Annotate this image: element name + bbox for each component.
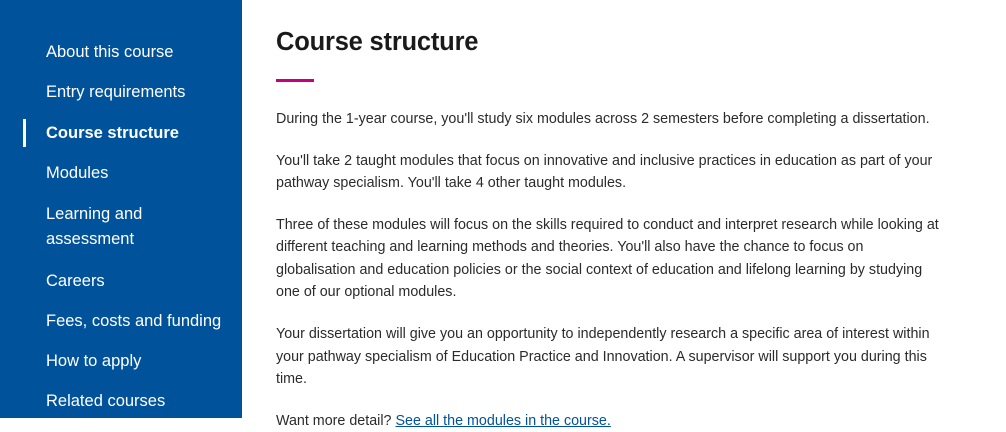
course-paragraph-2: You'll take 2 taught modules that focus on innovative and inclusive practices in education as part of your pathway specialism. You'll take 4 other taught modules. — [276, 152, 933, 192]
sidebar-item-label: Learning and assessment — [46, 205, 143, 248]
sidebar-item-careers[interactable] — [0, 261, 242, 301]
title-accent-rule — [276, 79, 314, 82]
course-sidebar — [0, 0, 242, 418]
sidebar-item-label: About this course — [46, 43, 174, 61]
sidebar-item-label: Modules — [46, 163, 109, 182]
sidebar-item-label: Course structure — [46, 123, 179, 142]
course-paragraph-4: Your dissertation will give you an opportunity to independently research a specific area of interest within your pathway specialism of Education Practice and Innovation. A supervisor will support you during this time. — [276, 326, 930, 388]
course-paragraph-3: Three of these modules will focus on the skills required to conduct and interpret research while looking at different teaching and learning methods and theories. You'll also have the chance to focus on globalisation and education policies or the social context of education and lifelong learning by studying one of our optional modules. — [276, 216, 939, 301]
more-detail-prefix: Want more detail? — [276, 412, 396, 429]
course-paragraph-1: During the 1-year course, you'll study six modules across 2 semesters before completing a dissertation. — [276, 111, 930, 127]
sidebar-item-related-courses[interactable] — [0, 381, 242, 421]
sidebar-item-how-to-apply[interactable] — [0, 341, 242, 381]
sidebar-item-entry-requirements[interactable] — [0, 72, 242, 112]
sidebar-item-about-this-course[interactable] — [0, 32, 242, 72]
see-all-modules-link[interactable]: See all the modules in the course. — [395, 412, 611, 429]
sidebar-item-label: Careers — [46, 271, 105, 290]
main-content — [242, 0, 1006, 429]
sidebar-item-course-structure[interactable] — [0, 113, 242, 153]
page-title: Course structure — [276, 28, 479, 56]
sidebar-item-modules[interactable] — [0, 153, 242, 193]
sidebar-item-learning-and-assessment[interactable] — [0, 193, 242, 261]
more-detail-line — [276, 410, 946, 432]
sidebar-item-label: Related courses — [46, 392, 166, 411]
sidebar-item-label: How to apply — [46, 352, 142, 371]
sidebar-item-label: Fees, costs and funding — [46, 311, 222, 330]
sidebar-nav-list — [0, 32, 242, 422]
sidebar-item-fees-costs-and-funding[interactable] — [0, 301, 242, 341]
sidebar-item-label: Entry requirements — [46, 83, 186, 102]
